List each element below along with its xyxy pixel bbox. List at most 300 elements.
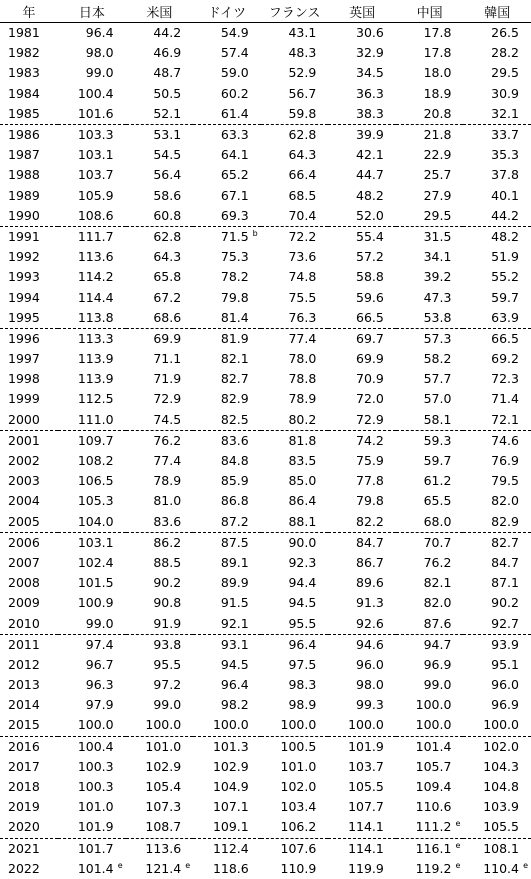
- value-cell: [396, 838, 464, 859]
- value-cell: [261, 145, 329, 165]
- value-cell: [126, 695, 194, 715]
- value-text: 98.9: [288, 697, 317, 713]
- value-text: 88.5: [153, 554, 182, 570]
- value-cell: [261, 471, 329, 491]
- year-cell: 2018: [8, 779, 40, 795]
- value-text: 60.2: [220, 85, 249, 101]
- table-row: [0, 838, 531, 859]
- value-cell: [463, 859, 531, 879]
- value-cell: [193, 532, 261, 553]
- table-row: [0, 675, 531, 695]
- value-cell: [396, 777, 464, 797]
- value-cell: [328, 369, 396, 389]
- table-row: [0, 613, 531, 634]
- value-cell: [193, 63, 261, 83]
- year-cell: 2021: [8, 840, 40, 856]
- value-text: 96.9: [491, 697, 519, 713]
- value-text: 114.4: [77, 289, 114, 305]
- value-cell: [396, 23, 464, 44]
- value-cell: [193, 573, 261, 593]
- value-cell: [261, 43, 329, 63]
- value-text: 108.1: [483, 840, 519, 856]
- value-cell: [328, 553, 396, 573]
- table-header: [0, 0, 531, 23]
- value-cell: [261, 186, 329, 206]
- value-cell: [396, 797, 464, 817]
- value-text: 108.6: [77, 207, 114, 223]
- value-cell: [463, 553, 531, 573]
- value-cell: [463, 838, 531, 859]
- value-cell: [261, 797, 329, 817]
- value-cell: [328, 328, 396, 349]
- year-cell: 2016: [8, 738, 40, 754]
- value-cell: [58, 104, 126, 125]
- value-text: 100.0: [348, 717, 384, 733]
- value-text: 64.1: [220, 147, 249, 163]
- value-cell: [58, 797, 126, 817]
- value-text: 109.1: [212, 819, 249, 835]
- value-text: 77.4: [288, 330, 317, 346]
- value-text: 110.6: [415, 799, 452, 815]
- value-text: 103.7: [77, 167, 114, 183]
- table-row: [0, 512, 531, 533]
- value-cell: [126, 124, 194, 145]
- value-text: 98.0: [356, 677, 384, 693]
- value-cell: [463, 63, 531, 83]
- value-text: 90.0: [288, 534, 317, 550]
- value-cell: [261, 655, 329, 675]
- value-cell: [463, 777, 531, 797]
- table-row: [0, 186, 531, 206]
- value-text: 110.4: [483, 860, 519, 876]
- value-cell: [463, 634, 531, 655]
- value-cell: [463, 757, 531, 777]
- value-text: 69.2: [491, 351, 519, 367]
- value-cell: [261, 124, 329, 145]
- value-cell: [58, 410, 126, 431]
- year-cell: 2000: [0, 410, 58, 431]
- value-text: 74.5: [153, 411, 182, 427]
- value-text: 90.2: [153, 575, 182, 591]
- value-text: 102.0: [483, 738, 519, 754]
- value-text: 60.8: [153, 207, 182, 223]
- value-cell: [328, 797, 396, 817]
- value-text: 82.7: [491, 534, 519, 550]
- value-text: 112.4: [212, 840, 249, 856]
- value-text: 27.9: [423, 187, 452, 203]
- value-cell: [396, 430, 464, 451]
- value-text: 111.0: [77, 411, 114, 427]
- value-cell: [58, 226, 126, 247]
- value-text: 48.3: [288, 45, 317, 61]
- value-text: 68.6: [153, 309, 182, 325]
- value-text: 82.1: [220, 351, 249, 367]
- value-text: 67.1: [220, 187, 249, 203]
- table-row: [0, 63, 531, 83]
- value-text: 106.2: [280, 819, 317, 835]
- value-cell: [328, 145, 396, 165]
- value-cell: [126, 349, 194, 369]
- value-text: 82.5: [220, 411, 249, 427]
- year-cell: 2012: [8, 656, 40, 672]
- value-text: 99.0: [85, 65, 114, 81]
- value-text: 114.1: [348, 819, 384, 835]
- value-text: 103.9: [483, 799, 519, 815]
- table-row: [0, 451, 531, 471]
- value-text: 34.1: [423, 249, 452, 265]
- value-cell: [328, 430, 396, 451]
- year-cell: 1999: [8, 391, 40, 407]
- value-text: 81.0: [153, 493, 182, 509]
- value-cell: [396, 247, 464, 267]
- value-cell: [193, 369, 261, 389]
- value-text: 109.4: [415, 779, 452, 795]
- value-cell: [58, 859, 126, 879]
- value-text: 97.2: [153, 677, 182, 693]
- value-text: 57.3: [423, 330, 452, 346]
- table-row: [0, 777, 531, 797]
- value-cell: [58, 491, 126, 511]
- value-cell: [261, 165, 329, 185]
- value-text: 59.3: [423, 432, 452, 448]
- value-text: 39.9: [356, 127, 384, 143]
- value-text: 101.5: [77, 575, 114, 591]
- value-cell: [328, 267, 396, 287]
- value-text: 18.9: [423, 85, 452, 101]
- column-header-country: 韓国: [463, 0, 531, 23]
- value-text: 101.4: [77, 860, 114, 876]
- value-cell: [126, 757, 194, 777]
- value-text: 44.2: [153, 25, 182, 41]
- value-cell: [261, 104, 329, 125]
- value-text: 30.6: [356, 25, 384, 41]
- footnote-marker: b: [252, 228, 258, 238]
- value-text: 96.9: [423, 656, 452, 672]
- value-text: 92.3: [288, 554, 317, 570]
- value-text: 112.5: [77, 391, 114, 407]
- value-text: 106.5: [77, 473, 114, 489]
- year-cell: 1983: [8, 65, 40, 81]
- value-text: 83.6: [153, 513, 182, 529]
- value-text: 58.1: [423, 411, 452, 427]
- value-cell: [396, 553, 464, 573]
- value-text: 73.6: [288, 249, 317, 265]
- value-cell: [328, 859, 396, 879]
- value-text: 81.4: [220, 309, 249, 325]
- value-text: 119.9: [348, 860, 384, 876]
- value-text: 35.3: [491, 147, 519, 163]
- value-cell: [261, 573, 329, 593]
- year-cell: 2013: [8, 677, 40, 693]
- value-text: 37.8: [491, 167, 519, 183]
- value-cell: [58, 186, 126, 206]
- value-cell: [328, 757, 396, 777]
- value-cell: [463, 797, 531, 817]
- value-text: 81.8: [288, 432, 317, 448]
- value-cell: [58, 308, 126, 329]
- value-text: 66.5: [491, 330, 519, 346]
- value-cell: [463, 512, 531, 533]
- value-cell: [328, 675, 396, 695]
- value-text: 62.8: [288, 127, 317, 143]
- year-cell: 1997: [8, 351, 40, 367]
- value-cell: [58, 695, 126, 715]
- value-cell: [396, 532, 464, 553]
- value-text: 78.9: [288, 391, 317, 407]
- value-text: 104.8: [483, 779, 519, 795]
- value-cell: [328, 247, 396, 267]
- value-text: 100.3: [77, 779, 114, 795]
- value-cell: [396, 287, 464, 307]
- value-cell: [463, 226, 531, 247]
- value-cell: [463, 532, 531, 553]
- table-row: [0, 471, 531, 491]
- footnote-marker: e: [455, 860, 461, 870]
- value-text: 40.1: [491, 187, 519, 203]
- value-cell: [328, 532, 396, 553]
- value-cell: [58, 328, 126, 349]
- year-cell: 2011: [8, 636, 40, 652]
- value-text: 87.2: [220, 513, 249, 529]
- value-text: 107.6: [280, 840, 317, 856]
- value-cell: [396, 491, 464, 511]
- value-text: 53.8: [423, 309, 452, 325]
- value-cell: [463, 655, 531, 675]
- table-row: [0, 695, 531, 715]
- value-cell: [193, 451, 261, 471]
- value-text: 89.9: [220, 575, 249, 591]
- table-row: [0, 124, 531, 145]
- value-text: 96.7: [85, 656, 114, 672]
- table-row: [0, 532, 531, 553]
- value-cell: [126, 675, 194, 695]
- value-cell: [58, 84, 126, 104]
- value-text: 38.3: [356, 105, 384, 121]
- value-cell: [126, 715, 194, 736]
- table-row: [0, 84, 531, 104]
- value-text: 96.0: [491, 677, 519, 693]
- value-text: 44.2: [491, 207, 519, 223]
- value-cell: [193, 655, 261, 675]
- value-cell: [396, 613, 464, 634]
- year-cell: 2015: [0, 715, 58, 736]
- value-cell: [58, 206, 126, 227]
- value-text: 32.1: [491, 105, 519, 121]
- value-cell: [396, 186, 464, 206]
- value-cell: [328, 43, 396, 63]
- value-text: 98.3: [288, 677, 317, 693]
- value-cell: [126, 84, 194, 104]
- value-cell: [396, 573, 464, 593]
- value-text: 58.2: [423, 351, 452, 367]
- value-text: 72.3: [491, 371, 519, 387]
- value-text: 82.1: [423, 575, 452, 591]
- year-cell: 1981: [8, 25, 40, 41]
- value-cell: [126, 634, 194, 655]
- table-row: [0, 23, 531, 44]
- value-text: 95.5: [153, 656, 182, 672]
- value-text: 114.1: [348, 840, 384, 856]
- value-text: 114.2: [77, 269, 114, 285]
- value-text: 64.3: [288, 147, 317, 163]
- value-cell: [126, 553, 194, 573]
- year-cell: 1988: [8, 167, 40, 183]
- value-cell: [193, 124, 261, 145]
- value-text: 89.6: [356, 575, 384, 591]
- value-text: 80.2: [288, 411, 317, 427]
- year-cell: 2014: [8, 697, 40, 713]
- table-row: [0, 715, 531, 736]
- table-row: [0, 308, 531, 329]
- year-cell: 2009: [8, 595, 40, 611]
- value-cell: [193, 859, 261, 879]
- value-text: 47.3: [423, 289, 452, 305]
- value-text: 104.9: [212, 779, 249, 795]
- value-text: 101.6: [77, 105, 114, 121]
- value-cell: [328, 634, 396, 655]
- value-cell: [126, 797, 194, 817]
- value-cell: [126, 491, 194, 511]
- value-text: 94.5: [220, 656, 249, 672]
- value-cell: [261, 512, 329, 533]
- value-text: 102.0: [280, 779, 317, 795]
- value-cell: [58, 287, 126, 307]
- value-text: 97.9: [85, 697, 114, 713]
- value-text: 70.7: [423, 534, 452, 550]
- table-row: [0, 206, 531, 227]
- table-row: [0, 287, 531, 307]
- value-text: 17.8: [423, 25, 452, 41]
- value-text: 104.3: [483, 758, 519, 774]
- table-body: [0, 23, 531, 879]
- value-text: 99.0: [85, 615, 114, 631]
- value-cell: [261, 491, 329, 511]
- value-text: 72.9: [356, 411, 384, 427]
- value-cell: [328, 349, 396, 369]
- value-cell: [328, 410, 396, 431]
- value-text: 84.8: [220, 453, 249, 469]
- value-text: 96.0: [356, 656, 384, 672]
- value-cell: [58, 369, 126, 389]
- value-cell: [193, 675, 261, 695]
- value-text: 103.1: [77, 147, 114, 163]
- value-text: 83.5: [288, 453, 317, 469]
- value-text: 96.4: [220, 677, 249, 693]
- value-text: 71.4: [491, 391, 519, 407]
- value-text: 118.6: [212, 860, 249, 876]
- value-text: 62.8: [153, 228, 182, 244]
- year-cell: 1990: [0, 206, 58, 227]
- year-cell: 2005: [0, 512, 58, 533]
- value-text: 113.6: [145, 840, 182, 856]
- column-header-country: 米国: [126, 0, 194, 23]
- value-cell: [463, 471, 531, 491]
- value-cell: [463, 328, 531, 349]
- value-text: 101.0: [145, 738, 182, 754]
- value-cell: [126, 23, 194, 44]
- value-text: 76.2: [153, 432, 182, 448]
- value-text: 113.9: [77, 351, 114, 367]
- table-row: [0, 491, 531, 511]
- value-text: 86.7: [356, 554, 384, 570]
- table-row: [0, 226, 531, 247]
- value-text: 83.6: [220, 432, 249, 448]
- value-cell: [126, 369, 194, 389]
- year-cell: 1994: [8, 289, 40, 305]
- value-cell: [463, 308, 531, 329]
- value-text: 105.5: [348, 779, 384, 795]
- value-text: 100.5: [280, 738, 317, 754]
- value-cell: [193, 23, 261, 44]
- value-text: 105.5: [483, 819, 519, 835]
- value-text: 66.4: [288, 167, 317, 183]
- value-cell: [396, 124, 464, 145]
- value-cell: [193, 349, 261, 369]
- header-row: [0, 0, 531, 23]
- value-text: 100.4: [77, 738, 114, 754]
- value-text: 81.9: [220, 330, 249, 346]
- value-text: 101.4: [415, 738, 452, 754]
- value-cell: [126, 430, 194, 451]
- value-cell: [328, 206, 396, 227]
- value-cell: [126, 328, 194, 349]
- value-text: 59.6: [356, 289, 384, 305]
- value-text: 52.0: [356, 207, 384, 223]
- value-cell: [58, 23, 126, 44]
- value-cell: [463, 451, 531, 471]
- year-cell: 2007: [8, 554, 40, 570]
- value-text: 79.8: [356, 493, 384, 509]
- value-cell: [58, 512, 126, 533]
- value-cell: [396, 715, 464, 736]
- value-text: 92.1: [220, 615, 249, 631]
- value-cell: [193, 695, 261, 715]
- value-cell: [261, 838, 329, 859]
- year-cell: 2022: [8, 860, 40, 876]
- value-cell: [328, 63, 396, 83]
- value-text: 72.0: [356, 391, 384, 407]
- value-cell: [193, 491, 261, 511]
- value-cell: [463, 165, 531, 185]
- value-cell: [396, 634, 464, 655]
- value-cell: [58, 451, 126, 471]
- value-text: 89.1: [220, 554, 249, 570]
- value-text: 100.4: [77, 85, 114, 101]
- value-cell: [328, 186, 396, 206]
- value-text: 113.8: [77, 309, 114, 325]
- value-text: 42.1: [356, 147, 384, 163]
- value-cell: [58, 655, 126, 675]
- value-cell: [396, 369, 464, 389]
- value-cell: [463, 104, 531, 125]
- value-cell: [261, 634, 329, 655]
- value-cell: [261, 736, 329, 757]
- value-cell: [58, 43, 126, 63]
- value-text: 96.3: [85, 677, 114, 693]
- value-text: 98.2: [220, 697, 249, 713]
- value-text: 87.1: [491, 575, 519, 591]
- value-cell: [193, 410, 261, 431]
- value-text: 78.2: [220, 269, 249, 285]
- value-cell: [58, 757, 126, 777]
- table-row: [0, 757, 531, 777]
- value-cell: [261, 206, 329, 227]
- value-cell: [193, 613, 261, 634]
- value-text: 85.0: [288, 473, 317, 489]
- year-cell: 1984: [8, 85, 40, 101]
- value-cell: [463, 573, 531, 593]
- value-cell: [58, 532, 126, 553]
